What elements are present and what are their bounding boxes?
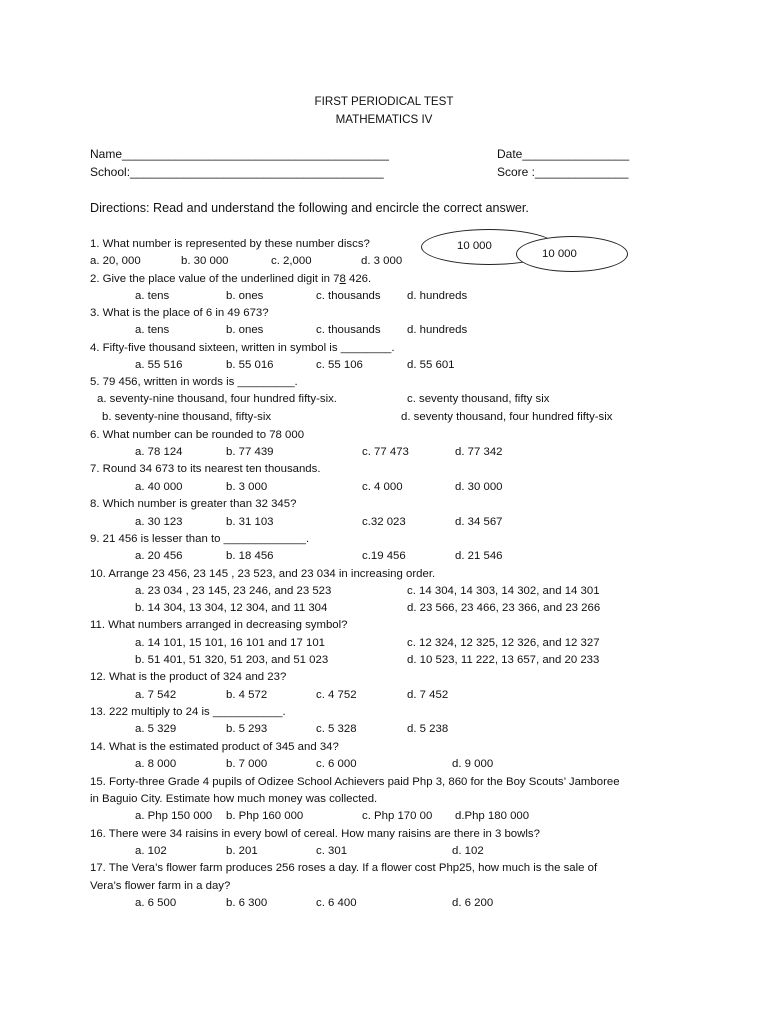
- question-13: 13. 222 multiply to 24 is ___________.: [90, 706, 286, 718]
- question-3: 3. What is the place of 6 in 49 673?: [90, 307, 269, 319]
- q11-choice-d: d. 10 523, 11 222, 13 657, and 20 233: [407, 654, 600, 666]
- q1-choice-a: a. 20, 000: [90, 255, 141, 267]
- q12-choice-b: b. 4 572: [226, 689, 268, 701]
- question-4: 4. Fifty-five thousand sixteen, written in symbol is ________.: [90, 342, 395, 354]
- question-17: 17. The Vera’s flower farm produces 256 roses a day. If a flower cost Php25, how much is the sale of: [90, 862, 598, 874]
- q1-choice-c: c. 2,000: [271, 255, 312, 267]
- test-subject: MATHEMATICS IV: [335, 113, 433, 126]
- q5-choice-b: b. seventy-nine thousand, fifty-six: [102, 411, 272, 423]
- q1-choice-b: b. 30 000: [181, 255, 229, 267]
- question-5: 5. 79 456, written in words is _________.: [90, 376, 298, 388]
- q6-choice-c: c. 77 473: [362, 446, 409, 458]
- q10-choice-c: c. 14 304, 14 303, 14 302, and 14 301: [407, 585, 600, 597]
- q4-choice-d: d. 55 601: [407, 359, 455, 371]
- q10-choice-b: b. 14 304, 13 304, 12 304, and 11 304: [135, 602, 328, 614]
- q9-choice-c: c.19 456: [362, 550, 406, 562]
- q16-choice-a: a. 102: [135, 845, 167, 857]
- q16-choice-c: c. 301: [316, 845, 348, 857]
- q12-choice-d: d. 7 452: [407, 689, 449, 701]
- q13-choice-a: a. 5 329: [135, 723, 177, 735]
- question-10: 10. Arrange 23 456, 23 145 , 23 523, and 23 034 in increasing order.: [90, 568, 436, 580]
- question-16: 16. There were 34 raisins in every bowl of cereal. How many raisins are there in 3 bowls?: [90, 828, 540, 840]
- question-15: 15. Forty-three Grade 4 pupils of Odizee School Achievers paid Php 3, 860 for the Boy Scouts’ Jamboree: [90, 776, 620, 788]
- number-disc-2: [516, 236, 628, 272]
- q10-choice-d: d. 23 566, 23 466, 23 366, and 23 266: [407, 602, 601, 614]
- q7-choice-b: b. 3 000: [226, 481, 268, 493]
- q5-choice-a: a. seventy-nine thousand, four hundred fifty-six.: [97, 393, 337, 405]
- q6-choice-d: d. 77 342: [455, 446, 503, 458]
- q4-choice-c: c. 55 106: [316, 359, 363, 371]
- directions: Directions: Read and understand the following and encircle the correct answer.: [90, 201, 529, 215]
- question-12: 12. What is the product of 324 and 23?: [90, 671, 287, 683]
- score-field: Score :______________: [497, 165, 629, 179]
- q17-choice-d: d. 6 200: [452, 897, 494, 909]
- question-9: 9. 21 456 is lesser than to _____________.: [90, 533, 310, 545]
- q3-choice-d: d. hundreds: [407, 324, 468, 336]
- q3-choice-b: b. ones: [226, 324, 264, 336]
- q11-choice-c: c. 12 324, 12 325, 12 326, and 12 327: [407, 637, 600, 649]
- question-2-text-end: 426.: [345, 273, 372, 285]
- q8-choice-a: a. 30 123: [135, 516, 183, 528]
- q17-choice-b: b. 6 300: [226, 897, 268, 909]
- q9-choice-b: b. 18 456: [226, 550, 274, 562]
- q7-choice-c: c. 4 000: [362, 481, 403, 493]
- q14-choice-b: b. 7 000: [226, 758, 268, 770]
- q11-choice-b: b. 51 401, 51 320, 51 203, and 51 023: [135, 654, 329, 666]
- q7-choice-d: d. 30 000: [455, 481, 503, 493]
- q6-choice-a: a. 78 124: [135, 446, 183, 458]
- q14-choice-c: c. 6 000: [316, 758, 357, 770]
- q9-choice-d: d. 21 546: [455, 550, 503, 562]
- q7-choice-a: a. 40 000: [135, 481, 183, 493]
- q15-choice-c: c. Php 170 00: [362, 810, 433, 822]
- question-1: 1. What number is represented by these number discs?: [90, 238, 370, 250]
- q8-choice-b: b. 31 103: [226, 516, 274, 528]
- q2-choice-a: a. tens: [135, 290, 170, 302]
- q8-choice-d: d. 34 567: [455, 516, 503, 528]
- q16-choice-b: b. 201: [226, 845, 258, 857]
- number-disc-2-label: 10 000: [542, 248, 577, 260]
- q10-choice-a: a. 23 034 , 23 145, 23 246, and 23 523: [135, 585, 332, 597]
- name-field: Name________________________________________: [90, 147, 389, 161]
- school-field: School:______________________________________: [90, 165, 384, 179]
- q12-choice-a: a. 7 542: [135, 689, 177, 701]
- q2-choice-d: d. hundreds: [407, 290, 468, 302]
- q16-choice-d: d. 102: [452, 845, 484, 857]
- q3-choice-c: c. thousands: [316, 324, 381, 336]
- q15-choice-a: a. Php 150 000: [135, 810, 213, 822]
- question-17-cont: Vera’s flower farm in a day?: [90, 880, 231, 892]
- q13-choice-b: b. 5 293: [226, 723, 268, 735]
- q15-choice-b: b. Php 160 000: [226, 810, 304, 822]
- q13-choice-d: d. 5 238: [407, 723, 449, 735]
- q2-choice-c: c. thousands: [316, 290, 381, 302]
- underlined-digit: 8: [339, 273, 346, 285]
- q1-choice-d: d. 3 000: [361, 255, 403, 267]
- question-2-text: 2. Give the place value of the underlined digit in 7: [90, 273, 340, 285]
- question-14: 14. What is the estimated product of 345 and 34?: [90, 741, 339, 753]
- q11-choice-a: a. 14 101, 15 101, 16 101 and 17 101: [135, 637, 326, 649]
- question-6: 6. What number can be rounded to 78 000: [90, 429, 305, 441]
- number-disc-1-label: 10 000: [457, 240, 492, 252]
- question-7: 7. Round 34 673 to its nearest ten thousands.: [90, 463, 321, 475]
- q12-choice-c: c. 4 752: [316, 689, 357, 701]
- question-15-cont: in Baguio City. Estimate how much money was collected.: [90, 793, 378, 805]
- q5-choice-c: c. seventy thousand, fifty six: [407, 393, 550, 405]
- question-11: 11. What numbers arranged in decreasing symbol?: [90, 619, 348, 631]
- q6-choice-b: b. 77 439: [226, 446, 274, 458]
- q3-choice-a: a. tens: [135, 324, 170, 336]
- question-8: 8. Which number is greater than 32 345?: [90, 498, 297, 510]
- q15-choice-d: d.Php 180 000: [455, 810, 530, 822]
- q9-choice-a: a. 20 456: [135, 550, 183, 562]
- q14-choice-a: a. 8 000: [135, 758, 177, 770]
- q8-choice-c: c.32 023: [362, 516, 406, 528]
- test-title: FIRST PERIODICAL TEST: [314, 95, 454, 108]
- q2-choice-b: b. ones: [226, 290, 264, 302]
- q17-choice-c: c. 6 400: [316, 897, 357, 909]
- q4-choice-a: a. 55 516: [135, 359, 183, 371]
- question-2: [90, 272, 371, 286]
- q4-choice-b: b. 55 016: [226, 359, 274, 371]
- q14-choice-d: d. 9 000: [452, 758, 494, 770]
- date-field: Date________________: [497, 147, 630, 161]
- q17-choice-a: a. 6 500: [135, 897, 177, 909]
- q5-choice-d: d. seventy thousand, four hundred fifty-six: [401, 411, 613, 423]
- q13-choice-c: c. 5 328: [316, 723, 357, 735]
